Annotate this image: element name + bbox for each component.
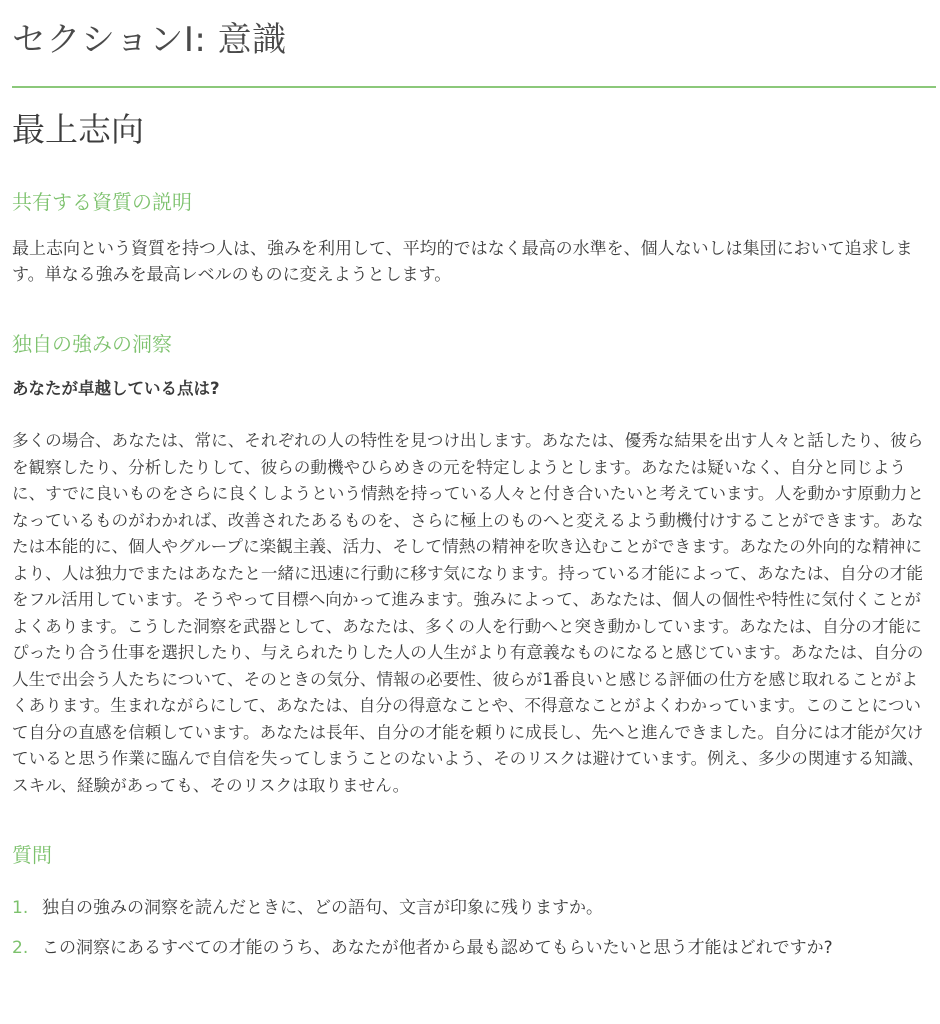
question-text: この洞察にあるすべての才能のうち、あなたが他者から最も認めてもらいたいと思う才能はどれですか? — [42, 938, 833, 958]
question-item — [12, 935, 930, 961]
theme-title: 最上志向 — [12, 110, 144, 149]
questions-heading: 質問 — [12, 843, 52, 867]
question-number: 1. — [12, 898, 29, 918]
insight-heading: 独自の強みの洞察 — [12, 332, 172, 356]
insight-question: あなたが卓越している点は? — [12, 379, 220, 398]
shared-description-heading: 共有する資質の説明 — [12, 190, 192, 214]
section-title: セクションI: 意識 — [12, 20, 287, 60]
insight-text: 多くの場合、あなたは、常に、それぞれの人の特性を見つけ出します。あなたは、優秀な結果を出す人々と話したり、彼らを観察したり、分析したりして、彼らの動機やひらめきの元を特定しようとします。あなたは疑いなく、自分と同じように、すでに良いものをさらに良くしようという情熱を持っている人々と付き合いたいと考えています。人を動かす原動力となっているものがわかれば、改善されたあるものを、さらに極上のものへと変えるよう動機付けすることができます。あなたは本能的に、個人やグループに楽観主義、活力、そして情熱の精神を吹き込むことができます。あなたの外向的な精神により、人は独力でまたはあなたと一緒に迅速に行動に移す気になります。持っている才能によって、あなたは、自分の才能をフル活用しています。そうやって目標へ向かって進みます。強みによって、あなたは、個人の個性や特性に気付くことがよくあります。こうした洞察を武器として、あなたは、多くの人を行動へと突き動かしています。あなたは、自分の才能にぴったり合う仕事を選択したり、与えられたりした人の人生がより有意義なものになると感じています。あなたは、自分の人生で出会う人たちについて、そのときの気分、情報の必要性、彼らが1番良いと感じる評価の仕方を感じ取れることがよくあります。生まれながらにして、あなたは、自分の得意なことや、不得意なことがよくわかっています。このことについて自分の直感を信頼しています。あなたは長年、自分の才能を頼りに成長し、先へと進んできました。自分には才能が欠けていると思う作業に臨んで自信を失ってしまうことのないよう、そのリスクは避けています。例え、多少の関連する知識、スキル、経験があっても、そのリスクは取りません。 — [12, 431, 924, 795]
question-item — [12, 895, 930, 921]
question-text: 独自の強みの洞察を読んだときに、どの語句、文言が印象に残りますか。 — [42, 898, 603, 918]
questions-list — [12, 895, 930, 961]
shared-description-text: 最上志向という資質を持つ人は、強みを利用して、平均的ではなく最高の水準を、個人ないしは集団において追求します。単なる強みを最高レベルのものに変えようとします。 — [12, 239, 913, 285]
question-number: 2. — [12, 938, 29, 958]
section-divider — [12, 86, 936, 88]
